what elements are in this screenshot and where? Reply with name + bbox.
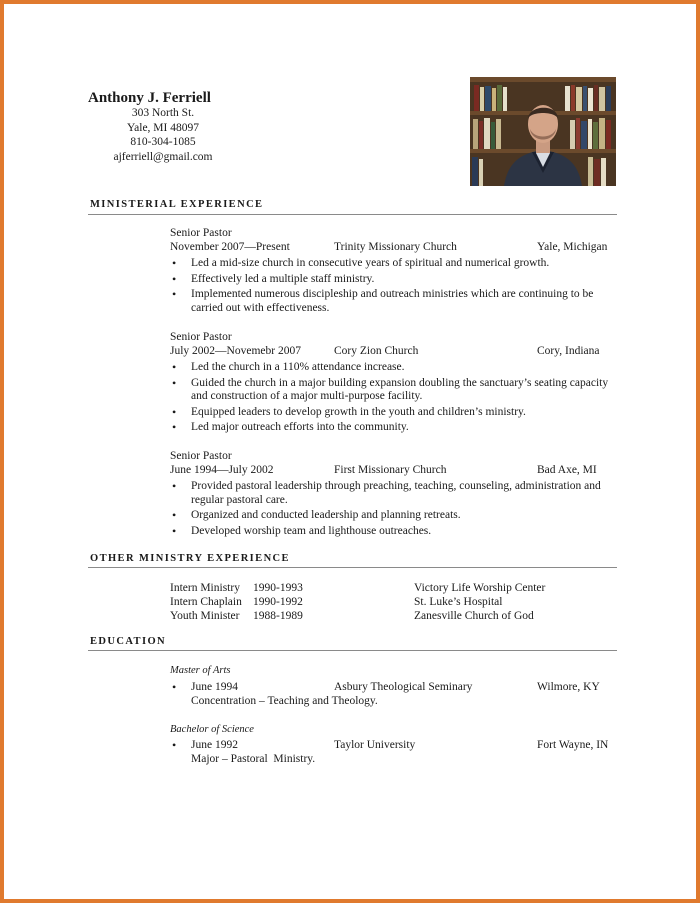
bullet-item: • Organized and conducted leadership and planning retreats.	[170, 509, 620, 523]
other-organization: Victory Life Worship Center	[414, 582, 546, 594]
other-role: Intern Ministry	[170, 582, 240, 594]
education-date: June 1994	[191, 681, 238, 693]
bullet-item: • Effectively led a multiple staff ministry.	[170, 273, 620, 287]
job-organization: Trinity Missionary Church	[334, 241, 457, 253]
job-location: Cory, Indiana	[537, 345, 600, 357]
education-location: Wilmore, KY	[537, 681, 600, 693]
education-date: June 1992	[191, 739, 238, 751]
job-bullets	[170, 480, 620, 540]
bullet-marker: •	[172, 680, 177, 694]
bullet-item: • Provided pastoral leadership through preaching, teaching, counseling, administration and regular pastoral care.	[170, 480, 620, 507]
degree-name: Bachelor of Science	[170, 724, 254, 735]
job-organization: Cory Zion Church	[334, 345, 419, 357]
bullet-marker: •	[172, 738, 177, 752]
other-organization: Zanesville Church of God	[414, 610, 534, 622]
section-divider	[88, 650, 617, 651]
bullet-item: • Developed worship team and lighthouse outreaches.	[170, 525, 620, 539]
bullet-item: • Equipped leaders to develop growth in the youth and children’s ministry.	[170, 406, 620, 420]
job-title: Senior Pastor	[170, 450, 232, 462]
bullet-item: • Led the church in a 110% attendance increase.	[170, 361, 620, 375]
education-detail: Major – Pastoral Ministry.	[191, 753, 316, 765]
other-role: Youth Minister	[170, 610, 240, 622]
bullet-item: • Guided the church in a major building expansion doubling the sanctuary’s seating capacity and construction of a major multi-purpose facility.	[170, 377, 620, 404]
job-bullets	[170, 361, 620, 437]
other-years: 1988-1989	[253, 610, 303, 622]
section-divider	[88, 567, 617, 568]
bullet-item: • Led major outreach efforts into the community.	[170, 421, 620, 435]
section-title-ministerial: MINISTERIAL EXPERIENCE	[90, 199, 264, 210]
education-school: Taylor University	[334, 739, 416, 751]
job-organization: First Missionary Church	[334, 464, 447, 476]
address-line-1: 303 North St.	[131, 107, 195, 119]
section-title-education: EDUCATION	[90, 636, 166, 647]
other-years: 1990-1993	[253, 582, 303, 594]
education-location: Fort Wayne, IN	[537, 739, 609, 751]
section-title-other-ministry: OTHER MINISTRY EXPERIENCE	[90, 553, 290, 564]
resume-page	[4, 4, 696, 899]
bullet-item: • Implemented numerous discipleship and outreach ministries which are continuing to be carried out with effectiveness.	[170, 288, 620, 315]
job-bullets	[170, 257, 620, 317]
section-divider	[88, 214, 617, 215]
education-detail: Concentration – Teaching and Theology.	[191, 695, 378, 707]
job-dates: July 2002—Novemebr 2007	[170, 345, 301, 357]
job-title: Senior Pastor	[170, 227, 232, 239]
portrait-illustration	[470, 77, 616, 186]
other-organization: St. Luke’s Hospital	[414, 596, 503, 608]
phone-number: 810-304-1085	[130, 136, 196, 148]
applicant-name: Anthony J. Ferriell	[88, 90, 211, 106]
other-role: Intern Chaplain	[170, 596, 242, 608]
job-location: Bad Axe, MI	[537, 464, 597, 476]
contact-block	[108, 106, 218, 164]
other-years: 1990-1992	[253, 596, 303, 608]
job-dates: November 2007—Present	[170, 241, 290, 253]
bullet-item: • Led a mid-size church in consecutive years of spiritual and numerical growth.	[170, 257, 620, 271]
address-line-2: Yale, MI 48097	[127, 121, 199, 134]
job-location: Yale, Michigan	[537, 241, 608, 253]
job-title: Senior Pastor	[170, 331, 232, 343]
job-dates: June 1994—July 2002	[170, 464, 274, 476]
email-address: ajferriell@gmail.com	[113, 150, 213, 163]
education-school: Asbury Theological Seminary	[334, 681, 473, 693]
portrait-photo	[470, 77, 616, 186]
degree-name: Master of Arts	[170, 665, 231, 676]
